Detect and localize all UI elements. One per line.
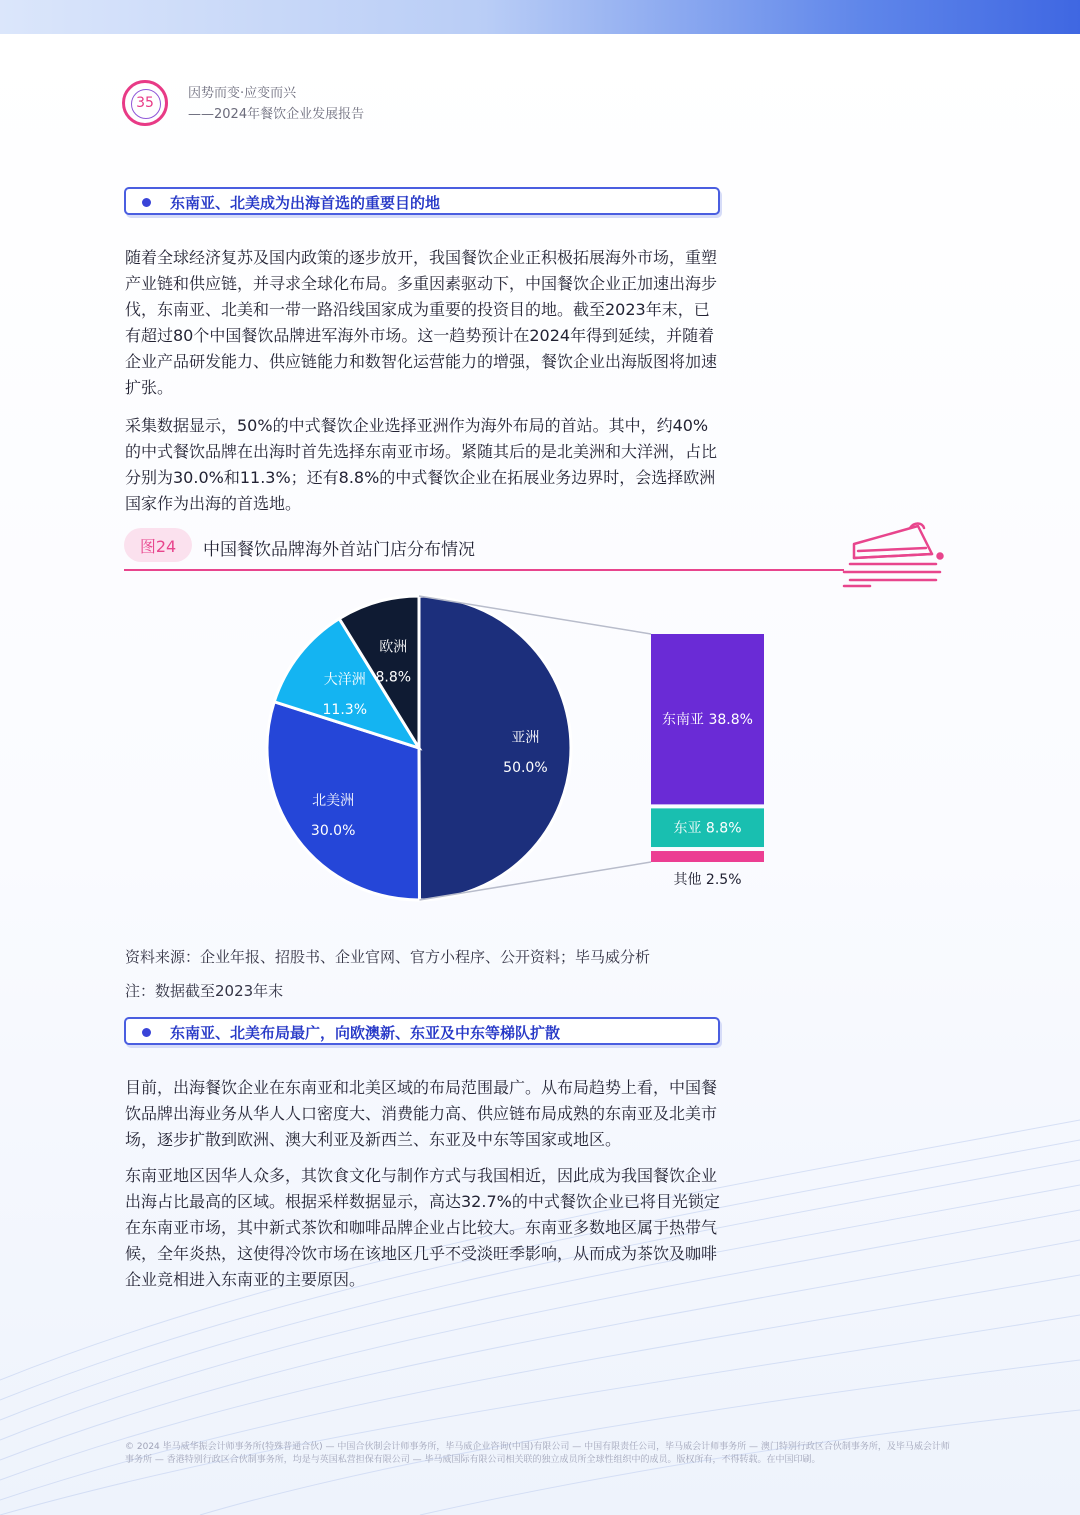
bullet-dot-icon (142, 198, 151, 207)
copyright-footer: © 2024 毕马威华振会计师事务所(特殊普通合伙) — 中国合伙制会计师事务所，毕马威企业咨询(中国)有限公司 — 中国有限责任公司，毕马威会计师事务所 — 澳门特别行政区合伙制事务所，及毕马威会计师事务所 — 香港特别行政区合伙制事务所，均是与英国私营担保有限公司 — 毕马威国际有限公司相关联的独立成员所全球性组织中的成员。版权所有，不得转载。在中国印刷。 (125, 1442, 950, 1465)
pie-slice-0 (419, 596, 571, 900)
section-heading-2 (124, 1017, 720, 1045)
pie-label-name: 大洋洲 (323, 671, 366, 688)
page-number: 35 (136, 95, 154, 111)
figure-divider (124, 569, 844, 571)
pie-label-value: 8.8% (375, 669, 412, 686)
data-source: 资料来源：企业年报、招股书、企业官网、官方小程序、公开资料；毕马威分析 (125, 948, 651, 966)
paragraph: 采集数据显示，50%的中式餐饮企业选择亚洲作为海外布局的首站。其中，约40%的中式餐饮品牌在出海时首先选择东南亚市场。紧随其后的是北美洲和大洋洲，占比分别为30.0%和11.3%；还有8.8%的中式餐饮企业在拓展业务边界时，会选择欧洲国家作为出海的首选地。 (125, 416, 718, 513)
breakdown-label: 东亚 8.8% (673, 820, 742, 837)
pie-label-value: 50.0% (503, 759, 548, 776)
breakdown-label: 东南亚 38.8% (662, 712, 753, 729)
section-heading-1-text: 东南亚、北美成为出海首选的重要目的地 (170, 194, 441, 212)
section-heading-2-text: 东南亚、北美布局最广，向欧澳新、东亚及中东等梯队扩散 (170, 1024, 561, 1042)
breakdown-label: 其他 2.5% (673, 872, 742, 888)
data-note: 注：数据截至2023年末 (125, 982, 284, 1000)
pie-label-value: 30.0% (310, 822, 356, 839)
pie-label-name: 欧洲 (379, 639, 408, 656)
pie-label-name: 亚洲 (511, 729, 540, 746)
report-title: 因势而变·应变而兴 (188, 86, 297, 101)
pie-label-name: 北美洲 (312, 792, 355, 809)
pie-label-value: 11.3% (322, 701, 368, 718)
figure-tag: 图24 (124, 528, 192, 562)
top-gradient-bar (0, 0, 1080, 34)
report-subtitle: ——2024年餐饮企业发展报告 (188, 107, 365, 122)
figure-title: 中国餐饮品牌海外首站门店分布情况 (203, 540, 475, 560)
bullet-dot-icon (142, 1028, 151, 1037)
page-number-badge (122, 80, 168, 126)
paragraph: 目前，出海餐饮企业在东南亚和北美区域的布局范围最广。从布局趋势上看，中国餐饮品牌出海业务从华人人口密度大、消费能力高、供应链布局成熟的东南亚及北美市场，逐步扩散到欧洲、澳大利亚及新西兰、东亚及中东等国家或地区。 (125, 1078, 718, 1149)
section-heading-1 (124, 187, 720, 215)
breakdown-bar-2 (651, 851, 764, 862)
pie-chart (0, 580, 1080, 920)
paragraph: 东南亚地区因华人众多，其饮食文化与制作方式与我国相近，因此成为我国餐饮企业出海占比最高的区域。根据采样数据显示，高达32.7%的中式餐饮企业已将目光锁定在东南亚市场，其中新式茶饮和咖啡品牌企业占比较大。东南亚多数地区属于热带气候，全年炎热，这使得冷饮市场在该地区几乎不受淡旺季影响，从而成为茶饮及咖啡企业竞相进入东南亚的主要原因。 (125, 1166, 720, 1289)
paragraph: 随着全球经济复苏及国内政策的逐步放开，我国餐饮企业正积极拓展海外市场，重塑产业链和供应链，并寻求全球化布局。多重因素驱动下，中国餐饮企业正加速出海步伐，东南亚、北美和一带一路沿线国家成为重要的投资目的地。截至2023年末，已有超过80个中国餐饮品牌进军海外市场。这一趋势预计在2024年得到延续，并随着企业产品研发能力、供应链能力和数智化运营能力的增强，餐饮企业出海版图将加速扩张。 (125, 248, 718, 397)
